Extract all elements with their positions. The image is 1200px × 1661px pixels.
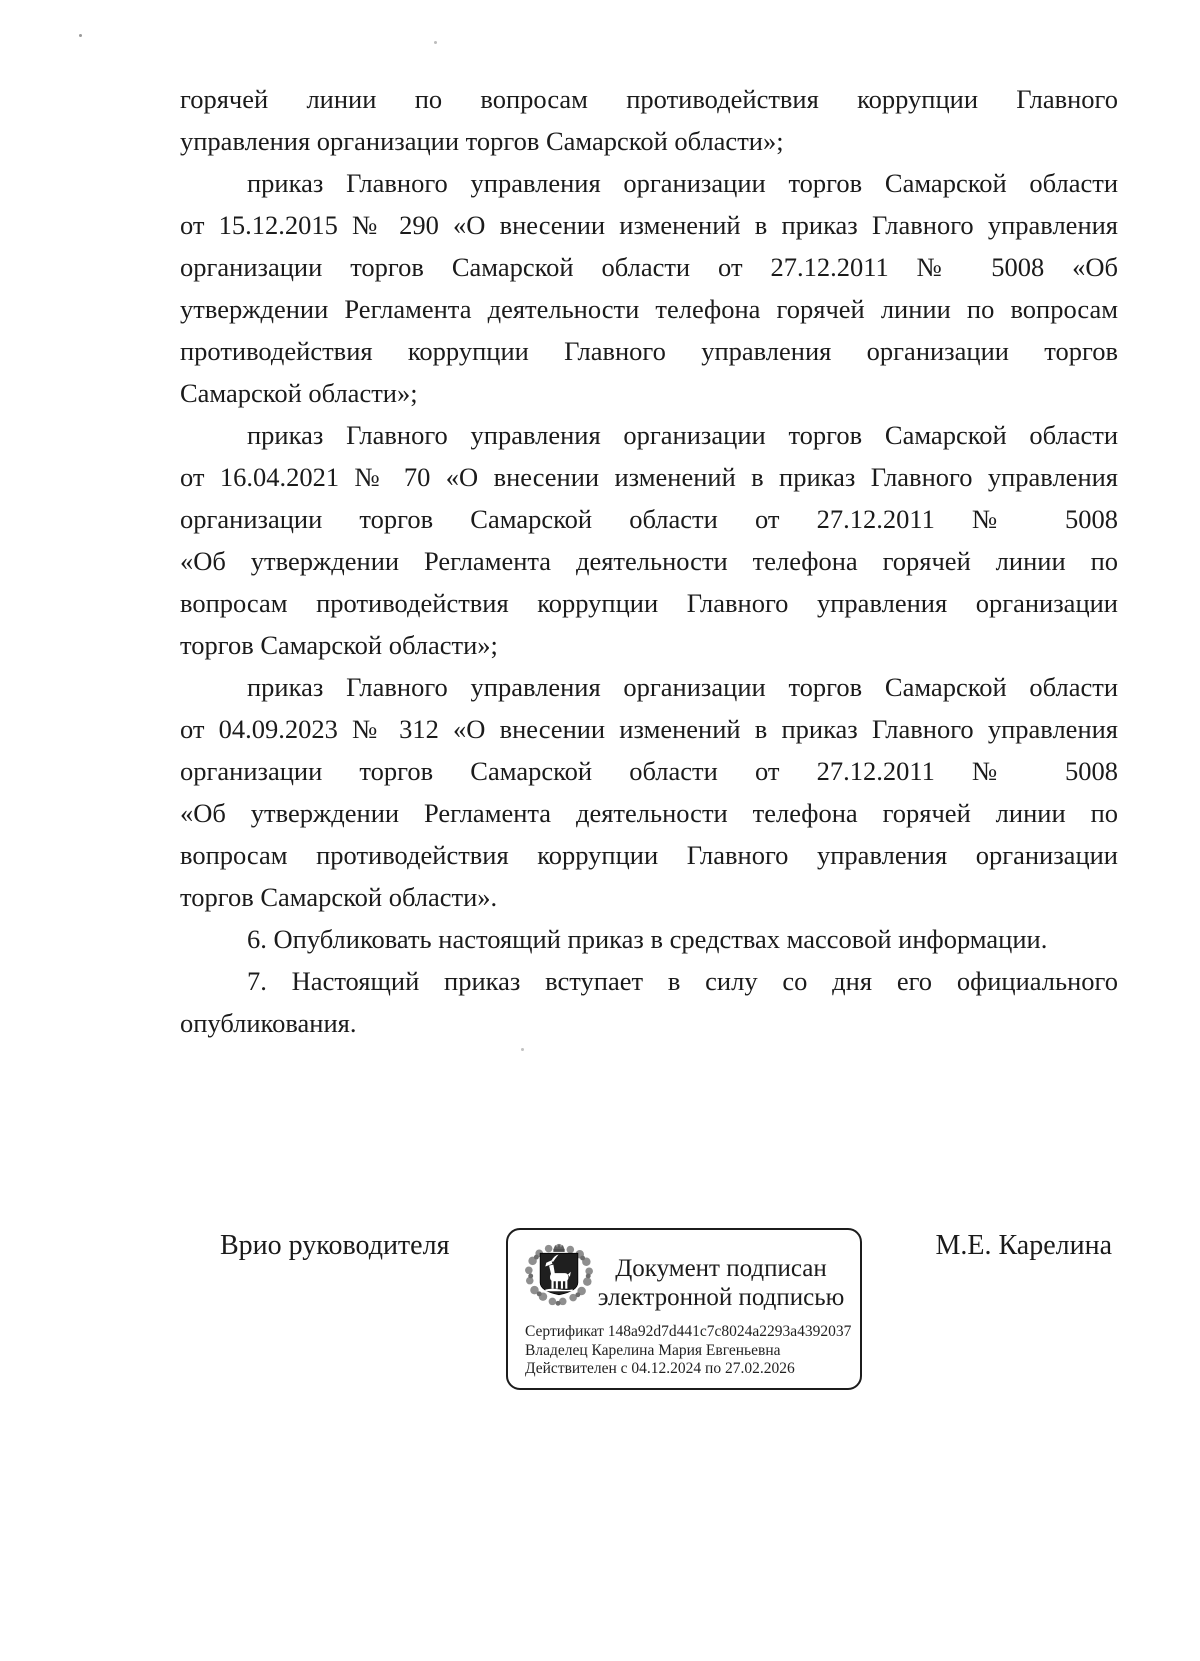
stamp-header (522, 1240, 846, 1312)
scan-speck (79, 34, 82, 37)
paragraph-2-line-6: Самарской области»; (180, 378, 418, 408)
signer-name-label: М.Е. Карелина (935, 1230, 1112, 1261)
scan-speck (521, 1048, 524, 1051)
stamp-title (596, 1254, 846, 1312)
signer-position-label: Врио руководителя (220, 1230, 450, 1261)
electronic-signature-stamp (506, 1228, 862, 1390)
paragraph-3-line-5: вопросам противодействия коррупции Главного управления организации (180, 588, 1118, 618)
paragraph-3-line-1: приказ Главного управления организации торгов Самарской области (247, 420, 1118, 450)
paragraph-4-line-1: приказ Главного управления организации торгов Самарской области (247, 672, 1118, 702)
paragraph-2-line-2: от 15.12.2015 № 290 «О внесении изменений в приказ Главного управления (180, 210, 1118, 240)
paragraph-4-line-5: вопросам противодействия коррупции Главного управления организации (180, 840, 1118, 870)
document-body (180, 78, 1118, 1044)
paragraph-1-line-2: управления организации торгов Самарской области»; (180, 126, 784, 156)
paragraph-3-line-2: от 16.04.2021 № 70 «О внесении изменений в приказ Главного управления (180, 462, 1118, 492)
paragraph-2-line-5: противодействия коррупции Главного управления организации торгов (180, 336, 1118, 366)
paragraph-4-line-4: «Об утверждении Регламента деятельности телефона горячей линии по (180, 798, 1118, 828)
paragraph-2-line-4: утверждении Регламента деятельности телефона горячей линии по вопросам (180, 294, 1118, 324)
paragraph-5-line-1: 6. Опубликовать настоящий приказ в средствах массовой информации. (247, 924, 1048, 954)
paragraph-6-line-2: опубликования. (180, 1008, 357, 1038)
stamp-details (525, 1323, 852, 1379)
stamp-title-line1: Документ подписан (615, 1255, 827, 1282)
paragraph-6-line-1: 7. Настоящий приказ вступает в силу со дня его официального (247, 966, 1118, 996)
paragraph-3-line-6: торгов Самарской области»; (180, 630, 498, 660)
scan-speck (434, 41, 437, 44)
stamp-title-line2: электронной подписью (597, 1284, 845, 1311)
paragraph-4-line-6: торгов Самарской области». (180, 882, 498, 912)
stamp-validity-line: Действителен с 04.12.2024 по 27.02.2026 (525, 1360, 795, 1377)
paragraph-3-line-4: «Об утверждении Регламента деятельности телефона горячей линии по (180, 546, 1118, 576)
paragraph-1-line-1: горячей линии по вопросам противодействия коррупции Главного (180, 84, 1118, 114)
paragraph-3-line-3: организации торгов Самарской области от 27.12.2011 № 5008 (180, 504, 1118, 534)
paragraph-2-line-1: приказ Главного управления организации торгов Самарской области (247, 168, 1118, 198)
paragraph-4-line-2: от 04.09.2023 № 312 «О внесении изменений в приказ Главного управления (180, 714, 1118, 744)
samara-coat-of-arms-icon (522, 1242, 596, 1308)
stamp-owner-line: Владелец Карелина Мария Евгеньевна (525, 1341, 781, 1359)
paragraph-2-line-3: организации торгов Самарской области от 27.12.2011 № 5008 «Об (180, 252, 1118, 282)
stamp-certificate-line: Сертификат 148a92d7d441c7c8024a2293a4392037 (525, 1323, 852, 1340)
paragraph-4-line-3: организации торгов Самарской области от 27.12.2011 № 5008 (180, 756, 1118, 786)
